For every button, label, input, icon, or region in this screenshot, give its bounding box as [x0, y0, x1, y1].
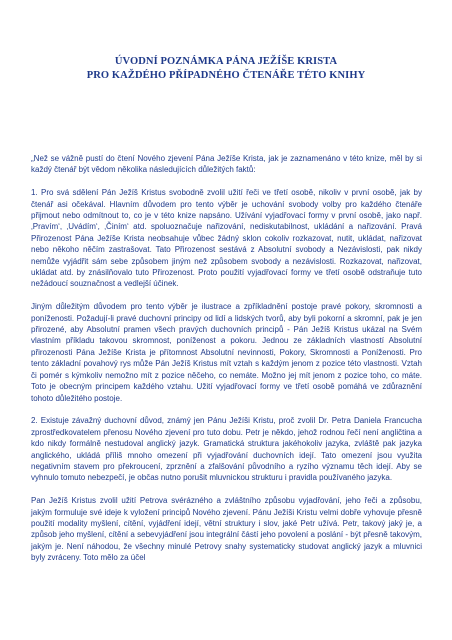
- document-body: [31, 153, 422, 575]
- title-line-2: PRO KAŽDÉHO PŘÍPADNÉHO ČTENÁŘE TÉTO KNIHY: [86, 70, 366, 81]
- title-line-1: ÚVODNÍ POZNÁMKA PÁNA JEŽÍŠE KRISTA: [114, 56, 338, 67]
- paragraph-humility: Jiným důležitým důvodem pro tento výběr je ilustrace a zpříkladnění postoje pravé pokory, skromnosti a poníženosti. Požadují-li pravé duchovní principy od lidí a lidských tvorů, aby byli pokorní a skromní, pak je jen přirozené, aby Absolutní pramen všech pravých duchovních principů - Pán Ježíš Kristus ukázal na Svém vlastním příkladu takovou skromnost, poníženost a pokoru. Jednou ze základních vlastností Absolutní přirozenosti Pána Ježíše Krista je přítomnost Absolutní nevinnosti, Pokory, Skromnosti a Poníženosti. Pro tento základní povahový rys může Pán Ježíš Kristus mít vztah s každým jenom z pozice této vlastnosti. Vztah či pomér s kýmkoliv nemožno mít z pozice něčeho, co nemáte. Možno jej mít jenom z pozice toho, co máte. Toto je obecným principem každého vztahu. Užití vyjadřovací formy ve třetí osobě pomáhá ve zdůraznění tohoto důležitého postoje.: [31, 302, 422, 403]
- paragraph-point-1: 1. Pro svá sdělení Pán Ježíš Kristus svobodně zvolil užití řeči ve třetí osobě, nikoliv v první osobě, jak by čtenář asi očekával. Hlavním důvodem pro tento výběr je uchování svobody volby pro každého čtenáře přijmout nebo odmítnout to, co je v této knize napsáno. Užívání vyjadřovací formy v první osobě, jako např. ‚Pravím‘, ‚Uvádím‘, ‚Činím‘ atd. spoluoznačuje nařizování, nediskutabilnost, ukládání a nařizování. Pravá Přirozenost Pána Ježíše Krista neobsahuje vůbec žádný sklon cokoliv rozkazovat, nutit, ukládat, nařizovat nebo někoho něčím zastrašovat. Tato Přirozenost sestává z Absolutní svobody a Nezávislosti, pak nikdy nemůže vyjádřit sám sebe způsobem jiným než způsobem svobody a nezávislosti. Rozkazovat, nařizovat, ukládat atd. by znásilňovalo tuto Přirozenost. Proto použití vyjadřovací formy ve třetí osobě odstraňuje tuto nežádoucí souznačnost a vedlejší účinek.: [31, 188, 422, 289]
- paragraph-intro: „Než se vážně pustí do čtení Nového zjevení Pána Ježíše Krista, jak je zaznamenáno v této knize, měl by si každý čtenář být vědom několika následujících důležitých faktů:: [31, 154, 422, 175]
- paragraph-point-2: 2. Existuje závažný duchovní důvod, známý jen Pánu Ježíši Kristu, proč zvolil Dr. Petra Daniela Francucha zprostředkovatelem přenosu Nového zjevení pro tuto dobu. Petr je někdo, jehož rodnou řečí není angličtina a kdo nikdy formálně nestudoval anglický jazyk. Gramatická struktura jakéhokoliv jazyka, zvláště pak jazyka anglického, ukládá příliš mnoho omezení při vyjadřování duchovních idejí. Tato omezení jsou využita negativním stavem pro překroucení, zprznění a zfalšování původního a ryzího významu těch idejí. Aby se vyhnulo tomuto nebezpečí, je občas nutno porušit mluvnickou strukturu i pravidla používaného jazyka.: [31, 416, 422, 483]
- paragraph-petr-language: Pan Ježíš Kristus zvolil užití Petrova svérázného a zvláštního způsobu vyjadřování, jeho řeči a způsobu, jakým formuluje své ideje k vyložení principů Nového zjevení. Pánu Ježíši Kristu velmi dobře vyhovuje přesně použití modality myšlení, cítění, vyjádření idejí, větní struktury i slov, jaké Petr užívá. Petr, takový jaký je, a způsob jeho myšlení, cítění a sebevyjádření jsou integrální částí jeho povolení a poslání - být přesně takovým, jakým je. Není náhodou, že všechny minulé Petrovy snahy systematicky studovat anglický jazyk a mluvnici byly zvráceny. Toto mělo za účel: [31, 496, 422, 563]
